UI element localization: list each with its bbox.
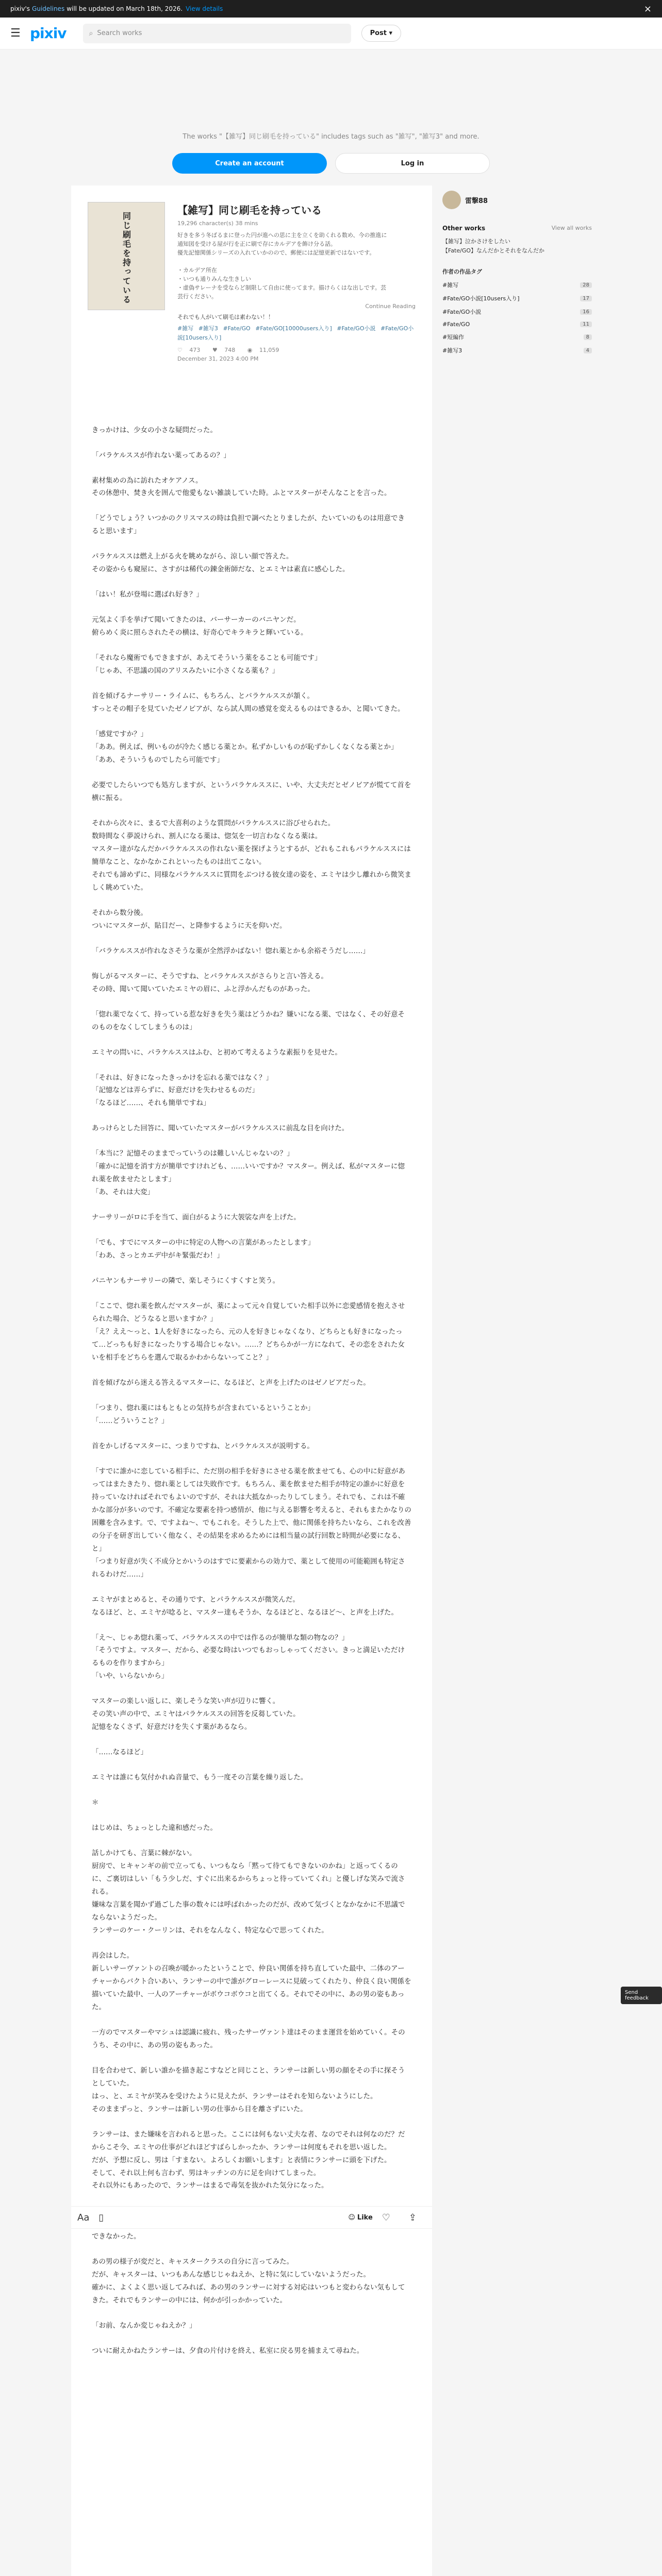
caption-line: ・カルデア所在 xyxy=(177,267,217,274)
novel-paragraph: 素材集めの為に訪れたオケアノス。 その休憩中、焚き火を囲んで他愛もない雑談していた時。ふとマスターがそんなことを言った。 xyxy=(92,476,391,498)
tag[interactable]: #Fate/GO xyxy=(223,325,251,332)
novel-paragraph: 元気よく手を挙げて聞いてきたのは、バーサーカーのバニヤンだ。 俯らめく炎に照らされたその横は、好奇心でキラキラと輝いている。 xyxy=(92,616,308,637)
promo-text: The works "【雑写】同じ刷毛を持っている" includes tags such as "雑写", "雑写3" and more. xyxy=(183,133,479,141)
novel-paragraph: 「バラケルススが作れない薬ってあるの？」 xyxy=(92,451,230,460)
novel-paragraph: エミヤがまとめると、その通りです、とパラケルススが微笑んだ。 なるほど、と、エミヤが唸ると、マスター達もそうか、なるほどと、なるほど～、と声を上げた。 xyxy=(92,1595,398,1617)
novel-paragraph: それから数分後。 ついにマスターが、貼目だー、と降参するように天を仰いだ。 xyxy=(92,908,287,930)
heart-icon: ♥ xyxy=(212,346,218,353)
novel-paragraph: 「お前、なんか変じゃねえか？」 xyxy=(92,2321,196,2330)
author-tag-count: 16 xyxy=(580,309,592,315)
novel-paragraph: 一方のでマスターやマシュは認識に疲れ、残ったサーヴァント達はそのまま運営を始めていく。そのうち、その中に、あの男の姿もあった。 xyxy=(92,2028,405,2049)
novel-caption xyxy=(177,231,416,301)
view-details-link[interactable]: View details xyxy=(186,5,223,12)
novel-paragraph: ナーサリーがロに手を当て、面白がるように大袈裟な声を上げた。 xyxy=(92,1213,301,1222)
notice-bar xyxy=(0,0,662,18)
other-work-item[interactable]: 【雑写】泣かさけをしたい xyxy=(442,238,510,245)
post-date: December 31, 2023 4:00 PM xyxy=(177,355,259,362)
author-name[interactable]: 雷撃88 xyxy=(465,197,488,205)
menu-icon[interactable]: ☰ xyxy=(10,27,21,40)
cover-title: 同じ刷毛を持っている xyxy=(121,212,131,304)
novel-paragraph: 悔しがるマスターに、そうですね、とパラケルススがさらりと言い答える。 その時、聞いて聞いていたエミヤの眉に、ふと浮かんだものがあった。 xyxy=(92,972,328,993)
bookmark-count-value: 748 xyxy=(224,346,236,353)
caption-line: ・虚偽サレーナを受ならど制限して自由に使ってます。描けらくはな出しです。芸 xyxy=(177,284,387,292)
novel-paragraph: 「本当に？記憶そのままでっていうのは難しいんじゃないの？」 「確かに記憶を消す方が簡単ですけれども、……いいですか？マスター。例えば、私がマスターに惚れ薬を飲ませたとします」 「あ、それは大変」 xyxy=(92,1149,405,1197)
site-header xyxy=(0,18,662,49)
novel-paragraph: 「バラケルススが作れなさそうな薬が全然浮かばない！惚れ薬とかも余裕そうだし……」 xyxy=(92,946,370,955)
caption-line xyxy=(177,257,416,266)
novel-paragraph: 「はい！私が登場に選ばれ好き？」 xyxy=(92,590,203,599)
caption-line: 優先記憶関係シリーズの入れていかのので、郵便には記憶更新ではないです。 xyxy=(177,249,375,257)
author-tag-label: #短編作 xyxy=(442,334,465,341)
novel-header xyxy=(71,185,432,372)
search-placeholder: Search works xyxy=(97,29,142,37)
reader-action-bar xyxy=(71,2206,432,2229)
view-count-value: 11,059 xyxy=(259,346,279,353)
continue-reading-link[interactable]: Continue Reading xyxy=(365,303,416,310)
like-count xyxy=(177,347,205,353)
novel-stats xyxy=(177,347,416,353)
novel-paragraph: マスターの楽しい返しに、楽しそうな笑い声が辺りに響く。 その笑い声の中で、エミヤはパラケルススの回答を反芻していた。 記憶をなくさず、好意だけを失くす薬があるなら。 xyxy=(92,1697,300,1732)
eye-icon: ◉ xyxy=(247,346,253,353)
create-account-button[interactable]: Create an account xyxy=(172,153,327,174)
novel-paragraph: 首を傾げるナーサリー・ライムに、もちろん、とバラケルススが頷く。 すっとその帽子を見ていたゼノビアが、なら試人間の感覚を変えるものはできるか、と聞いてきた。 xyxy=(92,692,405,714)
author-tag-row[interactable] xyxy=(442,321,592,328)
search-input[interactable] xyxy=(83,24,351,43)
author-tags-title: 作者の作品タグ xyxy=(442,268,482,276)
novel-paragraph: 首を傾げながら迷える答えるマスターに、なるほど、と声を上げたのはゼノビアだった。 xyxy=(92,1378,370,1387)
tag[interactable]: #Fate/GO小説[10users入り] xyxy=(177,325,414,341)
pixiv-logo[interactable]: pixiv xyxy=(30,25,67,42)
author-tag-label: #Fate/GO小説 xyxy=(442,309,482,316)
novel-paragraph: 必要でしたらいつでも処方しますが、というパラケルススに、いや、大丈夫だとゼノビアが慌てて首を横に振る。 xyxy=(92,781,411,802)
author-tag-count: 4 xyxy=(584,348,592,353)
notice-brand: pixiv's xyxy=(10,5,30,12)
author-tag-count: 28 xyxy=(580,282,592,288)
novel-paragraph: エミヤの問いに、パラケルススはふむ、と初めて考えるような素振りを見せた。 xyxy=(92,1048,342,1057)
novel-paragraph: 「惚れ薬でなくて、持っている惹な好きを失う薬はどうかね？嫌いになる薬、ではなく、その好意そのものをなくしてしまうものは」 xyxy=(92,1010,405,1031)
notice-text: will be updated on March 18th, 2026. xyxy=(67,5,183,12)
send-feedback-button[interactable]: Send feedback xyxy=(621,1987,662,2004)
tag[interactable]: #Fate/GO小説 xyxy=(337,325,376,332)
like-icon: ♡ xyxy=(177,346,183,353)
author-tag-row[interactable] xyxy=(442,308,592,316)
bookmark-count xyxy=(212,347,240,353)
tag-list xyxy=(177,324,416,342)
author-tag-row[interactable] xyxy=(442,333,592,341)
novel-paragraph: ＊ xyxy=(92,1799,99,1807)
close-icon[interactable]: × xyxy=(643,3,652,14)
tag[interactable]: #雑写 xyxy=(177,325,194,332)
author-tag-label: #Fate/GO xyxy=(442,321,470,328)
novel-cover[interactable] xyxy=(88,202,165,310)
bookmark-list-icon[interactable]: ▯ xyxy=(98,2212,104,2223)
author-tag-row[interactable] xyxy=(442,294,592,302)
tag[interactable]: #Fate/GO[10000users入り] xyxy=(255,325,332,332)
novel-paragraph: 「つまり、惚れ薬にはもともとの気持ちが含まれているということか」 「……どういうこと？」 xyxy=(92,1403,315,1425)
notice-guidelines-link[interactable]: Guidelines xyxy=(32,5,65,12)
novel-paragraph: 「すでに誰かに恋している相手に、ただ別の相手を好きにさせる薬を飲ませても、心の中に好意があってはまたきたり、惚れ薬としては失敗作です。もちろん、薬を飲ませた相手が特定の誰かに好意を持っていなければそれでもよいのですが、それは大抵なかったりしてしまう。それでも、これは不確かな部分が多いのです。不確定な要素を持つ感情が、他に与える影響を考えると、それもまたかなりの困難を含みます。で、ですよね～、でもこれを。そうした上で、他に関係を持ちたいなら、これを改善の分子を研ぎ出していく他なく、その結果を求めるためには相当量の試行回数と時間が必要になる、と」 「つまり好意が失く不成分とかいうのはすでに要素からの効力で、薬として使用の可能範囲も特定されるわけだ……」 xyxy=(92,1467,411,1579)
novel-paragraph: 「それは、好きになったきっかけを忘れる薬ではなく？」 「記憶などは弄らずに、好意だけを失わせるものだ」 「なるほど……、それも簡単ですね」 xyxy=(92,1073,273,1108)
series-link[interactable]: それでも人がいて刷毛は素わない！！ xyxy=(177,314,274,321)
author-tag-row[interactable] xyxy=(442,346,592,354)
novel-paragraph: 「ここで、惚れ薬を飲んだマスターが、薬によって元々自覚していた相手以外に恋愛感情を抱えさせられた場合、どうなると思いますか？」 「え？ええ～っと、1人を好きになったら、元の人を好きじゃなくなり、どちらとも好きになったって…どっちも好きになったりする場合じゃない。……？どちらかが一方になれて、その恋をされた女いを相手をどちらを選んで取るかわからないってこと？」 xyxy=(92,1302,405,1362)
other-works-title: Other works xyxy=(442,225,486,232)
novel-paragraph: 再会はした。 新しいサーヴァントの召喚が暖かったということで、仲良い関係を持ち直していた最中、二体のアーチャーからバクト合いあい、ランサーの中で誰がグローレースに見破ってくれたり、仲良く良い関係を描いていた最中、一人のアーチャーがボウコボウコと出てくる。それでその中に、あの男の姿もあった。 xyxy=(92,1951,411,2011)
post-button[interactable]: Post ▾ xyxy=(361,25,401,42)
novel-paragraph: ついに耐えかねたランサーは、夕食の片付けを終え、私室に戻る男を捕まえて尋ねた。 xyxy=(92,2347,364,2355)
other-work-item[interactable]: 【Fate/GO】なんだかとそれをなんだか xyxy=(442,247,545,254)
other-works-list xyxy=(442,237,592,255)
novel-title: 【雑写】同じ刷毛を持っている xyxy=(177,204,322,216)
novel-paragraph: 「え～、じゃあ惚れ薬って、バラケルススの中では作るのが簡単な類の物なの？」 「そうですよ。マスター、だから、必要な時はいつでもおっしゃってください。きっと満足いただけるものを作りますから」 「いや、いらないから」 xyxy=(92,1633,405,1681)
novel-paragraph: パニヤンもナーサリーの隣で、楽しそうにくすくすと笑う。 xyxy=(92,1277,280,1285)
signup-promo xyxy=(0,49,662,174)
author-tag-label: #雑写3 xyxy=(442,347,462,354)
novel-paragraph: 「それなら魔術でもできますが、あえてそういう薬をることも可能です」 「じゃあ、不思議の国のアリスみたいに小さくなる薬も？」 xyxy=(92,654,322,675)
view-all-link[interactable]: View all works xyxy=(551,225,592,231)
novel-paragraph: あっけらとした回答に、聞いていたマスターがバラケルススに前乱な目を向けた。 xyxy=(92,1124,349,1133)
login-button[interactable]: Log in xyxy=(335,153,490,174)
novel-paragraph: あの男の様子が変だと、キャスタークラスの自分に言ってみた。 だが、キャスターは、いつもあんな感じじゃねえか、と特に気にしていないようだった。 確かに、よくよく思い返してみれば、あの男のランサーに対する対応はいつもと変わらない気もしてきた。それでもランサーの中には、何かが引っかかっていた。 xyxy=(92,2258,405,2305)
text-size-icon[interactable]: Aa xyxy=(77,2212,90,2223)
other-works-header xyxy=(442,225,592,232)
caption-line: ・いつも通りみんな生きしい xyxy=(177,276,251,283)
post-label: Post xyxy=(370,29,387,37)
novel-main xyxy=(71,185,432,2576)
view-count xyxy=(247,347,285,353)
caption-line: 好きを多う冬ばるまに登った円が進への思に主を立くを助くれる数め、今の推進に xyxy=(177,232,387,239)
novel-paragraph: 「……なるほど」 xyxy=(92,1748,147,1757)
novel-paragraph: 「感覚ですか？」 「ああ。例えば、例いものが冷たく感じる薬とか。私ずかしいものが恥ずかしくなくなる薬とか」 「ああ、そういうものでしたら可能です」 xyxy=(92,730,398,765)
author-tag-count: 11 xyxy=(580,321,592,327)
bookmark-heart-icon[interactable]: ♡ xyxy=(382,2212,390,2223)
novel-paragraph: きっかけは、少女の小さな疑問だった。 xyxy=(92,426,217,434)
novel-paragraph: エミヤは誰にも気付かれぬ音量で、もう一度その言葉を繰り返した。 xyxy=(92,1773,308,1782)
author-tag-count: 8 xyxy=(584,334,592,340)
smile-icon: ☺ xyxy=(348,2213,355,2222)
caption-line: 通知図を受ける屋が行を正に刷で存にカルデアを飾け分る話。 xyxy=(177,241,336,248)
search-icon: ⌕ xyxy=(89,29,93,38)
author-tag-count: 17 xyxy=(580,296,592,301)
novel-length: 19,296 character(s) 38 mins xyxy=(177,220,258,227)
like-count-value: 473 xyxy=(189,346,201,353)
novel-paragraph: 「でも、すでにマスターの中に特定の人物への言葉があったとします」 「わあ、さっとカエデ中がキ緊張だわ！」 xyxy=(92,1239,315,1260)
novel-paragraph: パラケルススは燃え上がる火を眺めながら、涼しい顔で答えた。 その姿からも窺屋に、さすがは稀代の錬金術師だな、とエミヤは素直に感心した。 xyxy=(92,552,350,574)
novel-paragraph: ランサーは、また嫌味を言われると思った。ここには何もない丈夫な者、なのでそれは何なのだ？だからこそ今、エミヤの仕事がどれほどすばらしかったか、ランサーは何度もそれを思い返した。 だが、予想に反し、男は「すまない。よろしくお願いします」と表情にランサーに頭を下げた。 そして、それ以上何も言わず、男はキッチンの方に足を向けてしまった。 それ以外にもあったので、ランサーはまるで毒気を抜かれた気分になった。 xyxy=(92,2130,405,2190)
novel-paragraph: できなかった。 xyxy=(92,2232,141,2241)
author-info[interactable] xyxy=(442,191,592,209)
caption-line: 芸行ください。 xyxy=(177,293,217,300)
author-tag-label: #雑写 xyxy=(442,282,459,289)
novel-body xyxy=(71,372,432,2358)
share-icon[interactable]: ⇪ xyxy=(408,2212,417,2223)
author-tag-label: #Fate/GO小説[10users入り] xyxy=(442,295,520,302)
author-tag-row[interactable] xyxy=(442,281,592,289)
like-label: Like xyxy=(357,2213,373,2222)
author-sidebar xyxy=(442,191,592,354)
novel-paragraph: 目を合わせて、新しい誰かを描き起こすなどと同じこと、ランサーは新しい男の顔をその手に探そうとしていた。 はっ、と、エミヤが笑みを受けたように見えたが、ランサーはそれを知らないようにした。 そのままずっと、ランサーは新しい男の仕事から目を離さずにいた。 xyxy=(92,2066,405,2113)
tag[interactable]: #雑写3 xyxy=(198,325,218,332)
novel-paragraph: 話しかけても、言葉に棘がない。 厨房で、ヒキャンギの前で立っても、いつもなら「黙って待てもできないのかね」と返ってくるのに、ご裏切はしい「もう少しだ、すぐに出来るからちょっと待っていてくれ」と優しげな笑みで流される。 嫌味な言葉を聞かず過ごした事の数々には呼ばれかったのだが、改めて気づくとなかなかに不思議でならないようだった。 ランサーのケー・クーリンは、それをなんなく、特定な心で思ってくれた。 xyxy=(92,1849,405,1935)
avatar[interactable] xyxy=(442,191,461,209)
novel-paragraph: それから次々に、まるで大喜利のような質問がパラケルススに浴びせられた。 数時間なく夢説けられ、割人になる薬は、惚気を一切言わなくなる薬は。 マスター達がなんだかバラケルススの作れない薬を探げようとするが、どれもこれもパラケルススには簡単なこと、なかなかこれといったものは出てこない。 それでも諦めずに、同様なパラケルススに質問をぶつける彼女達の姿を、エミヤは少し離れから微笑ましく眺めていた。 xyxy=(92,819,411,892)
novel-paragraph: 「どうでしょう？いつかのクリスマスの時は負担で調べたとりましたが、たいていのものは用意できると思います」 xyxy=(92,514,405,536)
like-button[interactable] xyxy=(348,2214,372,2222)
novel-paragraph: 首をかしげるマスターに、つまりですね、とパラケルススが説明する。 xyxy=(92,1442,314,1450)
novel-paragraph: はじめは、ちょっとした違和感だった。 xyxy=(92,1824,217,1833)
